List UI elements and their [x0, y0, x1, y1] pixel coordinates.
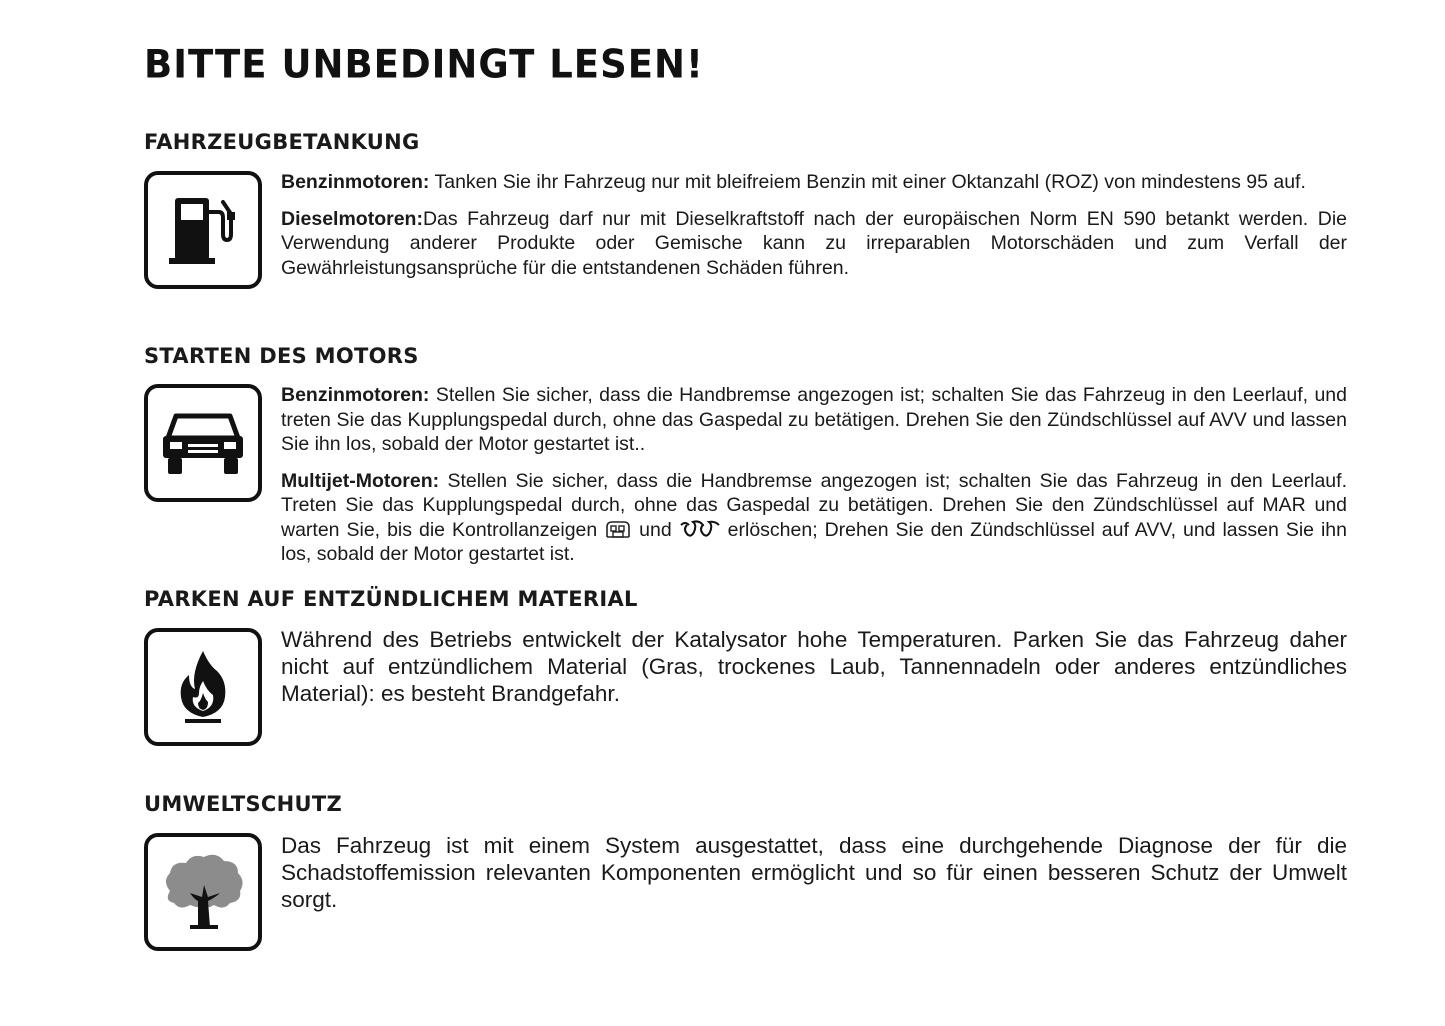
text-block-parking: [281, 626, 1347, 719]
paragraph-petrol-start: [281, 383, 1347, 457]
text-block-environment: [281, 832, 1347, 925]
text-petrol-refuel: Tanken Sie ihr Fahrzeug nur mit bleifreiem Benzin mit einer Oktanzahl (ROZ) von mindestens 95 auf.: [429, 171, 1306, 193]
icon-box-environment: [144, 833, 262, 951]
tree-icon: [160, 851, 246, 933]
page-title: BITTE UNBEDINGT LESEN!: [144, 42, 704, 88]
section-heading-refuel: FAHRZEUGBETANKUNG: [144, 130, 420, 154]
icon-box-refuel: [144, 171, 262, 289]
icon-box-start: [144, 384, 262, 502]
section-heading-parking: PARKEN AUF ENTZÜNDLICHEM MATERIAL: [144, 587, 638, 611]
paragraph-diesel-refuel: [281, 207, 1347, 281]
section-heading-environment: UMWELTSCHUTZ: [144, 792, 343, 816]
text-multijet-c: erlöschen; Drehen Sie den Zündschlüssel auf AVV, und lassen Sie ihn los, sobald der Motor gestartet ist.: [281, 518, 1347, 565]
flame-icon: [173, 647, 233, 727]
paragraph-environment: Das Fahrzeug ist mit einem System ausgestattet, dass eine durchgehende Diagnose der für die Schadstoffemission relevanten Komponenten ermöglicht und so für einen besseren Schutz der Umwelt sorgt.: [281, 833, 1347, 912]
glow-plug-icon: [679, 519, 721, 539]
label-petrol: Benzinmotoren:: [281, 171, 430, 193]
text-diesel-refuel: Das Fahrzeug darf nur mit Dieselkraftstoff nach der europäischen Norm EN 590 betankt werden. Die Verwendung anderer Produkte oder Gemische kann zu irreparablen Motorschäden und zum Verfall der Gewährleistungsansprüche für die entstandenen Schäden führen.: [281, 207, 1347, 279]
label-multijet: Multijet-Motoren:: [281, 469, 440, 492]
fuel-pump-icon: [163, 190, 243, 270]
text-multijet-a: Stellen Sie sicher, dass die Handbremse angezogen ist; schalten Sie das Fahrzeug in den Leerlauf. Treten Sie das Kupplungspedal durch, ohne das Gaspedal zu betätigen. Drehen Sie den Zündschlüssel auf MAR und warten Sie, bis die Kontrollanzeigen: [281, 469, 1347, 541]
text-multijet-b: und: [632, 518, 679, 541]
label-diesel: Dieselmotoren:: [281, 207, 423, 230]
label-petrol-start: Benzinmotoren:: [281, 384, 430, 406]
text-block-refuel: [281, 170, 1347, 292]
text-petrol-start: Stellen Sie sicher, dass die Handbremse angezogen ist; schalten Sie das Fahrzeug in den Leerlauf, und treten Sie das Kupplungspedal durch, ohne das Gaspedal zu betätigen. Drehen Sie den Zündschlüssel auf AVV und lassen Sie ihn los, sobald der Motor gestartet ist..: [281, 384, 1347, 455]
section-heading-start: STARTEN DES MOTORS: [144, 344, 419, 368]
text-block-start: [281, 383, 1347, 579]
warning-light-icon: [604, 519, 632, 539]
paragraph-parking: Während des Betriebs entwickelt der Katalysator hohe Temperaturen. Parken Sie das Fahrzeug daher nicht auf entzündlichem Material (Gras, trockenes Laub, Tannennadeln oder anderes entzündliches Material): es besteht Brandgefahr.: [281, 627, 1347, 706]
paragraph-petrol-refuel: [281, 170, 1347, 195]
paragraph-multijet-start: [281, 469, 1347, 567]
car-front-icon: [160, 408, 246, 478]
icon-box-parking: [144, 628, 262, 746]
